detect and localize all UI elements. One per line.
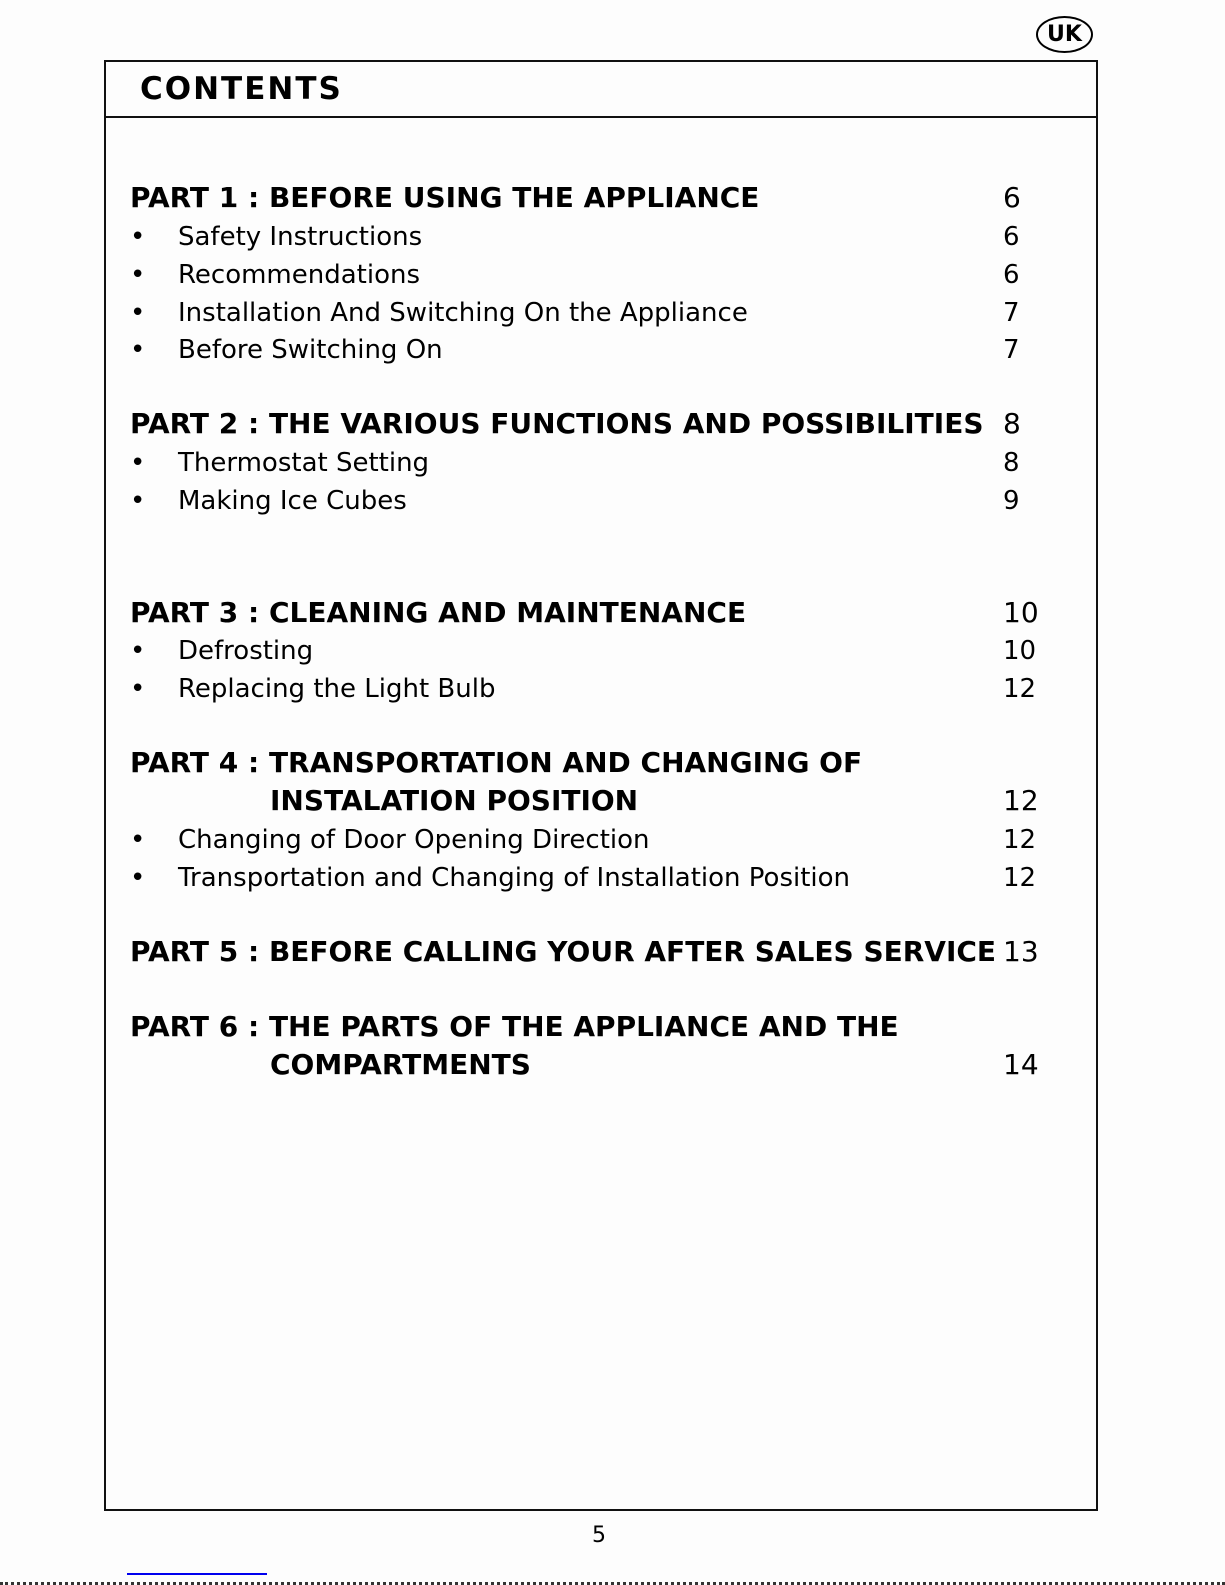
bullet-icon: •	[130, 674, 146, 704]
toc-part-heading[interactable]	[130, 405, 1096, 443]
toc-part-heading[interactable]	[130, 594, 1096, 632]
toc-entry-text: PART 5 : BEFORE CALLING YOUR AFTER SALES SERVICE	[130, 935, 997, 968]
toc-page-number: 10	[1003, 596, 1039, 629]
toc-page-number: 6	[1003, 260, 1020, 290]
toc-page-number: 7	[1003, 335, 1020, 365]
page-title: CONTENTS	[140, 71, 343, 107]
toc-item[interactable]	[130, 331, 1096, 369]
bullet-icon: •	[130, 486, 146, 516]
toc-entry-text: Safety Instructions	[178, 222, 423, 252]
toc-page-number: 12	[1003, 863, 1037, 893]
bullet-icon: •	[130, 298, 146, 328]
toc-page-number: 8	[1003, 448, 1020, 478]
toc-entry-text: COMPARTMENTS	[270, 1048, 531, 1081]
toc-entry-text: PART 3 : CLEANING AND MAINTENANCE	[130, 596, 747, 629]
toc-entry-text: Thermostat Setting	[178, 448, 430, 478]
bullet-icon: •	[130, 448, 146, 478]
page-number: 5	[592, 1523, 606, 1548]
toc-page-number: 12	[1003, 784, 1039, 817]
toc-page-number: 7	[1003, 298, 1020, 328]
toc-item[interactable]	[130, 294, 1096, 332]
toc-item[interactable]	[130, 444, 1096, 482]
bullet-icon: •	[130, 260, 146, 290]
contents-frame	[104, 60, 1098, 1511]
toc-page-number: 8	[1003, 407, 1021, 440]
toc-item[interactable]	[130, 821, 1096, 859]
toc-part-heading[interactable]	[130, 744, 1096, 782]
toc-page-number: 14	[1003, 1048, 1039, 1081]
toc-entry-text: PART 1 : BEFORE USING THE APPLIANCE	[130, 181, 760, 214]
toc-item[interactable]	[130, 482, 1096, 520]
toc-page-number: 9	[1003, 486, 1020, 516]
toc-part-heading[interactable]	[130, 782, 1096, 820]
toc-entry-text: PART 2 : THE VARIOUS FUNCTIONS AND POSSIBILITIES	[130, 407, 984, 440]
toc-part-heading[interactable]	[130, 933, 1096, 971]
toc-entry-text: Making Ice Cubes	[178, 486, 407, 516]
toc-entry-text: Before Switching On	[178, 335, 443, 365]
toc-entry-text: Installation And Switching On the Appliance	[178, 298, 748, 328]
toc-item[interactable]	[130, 670, 1096, 708]
toc-page-number: 12	[1003, 674, 1037, 704]
toc-part-heading[interactable]	[130, 179, 1096, 217]
toc-part-heading[interactable]	[130, 1008, 1096, 1046]
bullet-icon: •	[130, 825, 146, 855]
toc-entry-text: INSTALATION POSITION	[270, 784, 639, 817]
toc-item[interactable]	[130, 632, 1096, 670]
toc-page-number: 13	[1003, 935, 1039, 968]
toc-item[interactable]	[130, 256, 1096, 294]
toc-entry-text: Changing of Door Opening Direction	[178, 825, 650, 855]
toc-entry-text: Replacing the Light Bulb	[178, 674, 496, 704]
bullet-icon: •	[130, 863, 146, 893]
toc-entry-text: PART 4 : TRANSPORTATION AND CHANGING OF	[130, 746, 863, 779]
toc-part-heading[interactable]	[130, 1046, 1096, 1084]
toc-entry-text: Transportation and Changing of Installation Position	[178, 863, 851, 893]
toc-item[interactable]	[130, 859, 1096, 897]
toc-page-number: 12	[1003, 825, 1037, 855]
toc-entry-text: Defrosting	[178, 636, 314, 666]
hyperlink-underline[interactable]	[127, 1573, 267, 1575]
bullet-icon: •	[130, 222, 146, 252]
uk-language-badge: UK	[1036, 16, 1093, 53]
toc-page-number: 6	[1003, 222, 1020, 252]
contents-header	[106, 62, 1096, 118]
toc-item[interactable]	[130, 218, 1096, 256]
bullet-icon: •	[130, 636, 146, 666]
toc-page-number: 6	[1003, 181, 1021, 214]
bullet-icon: •	[130, 335, 146, 365]
toc-entry-text: Recommendations	[178, 260, 421, 290]
toc-entry-text: PART 6 : THE PARTS OF THE APPLIANCE AND THE	[130, 1010, 899, 1043]
toc-page-number: 10	[1003, 636, 1037, 666]
